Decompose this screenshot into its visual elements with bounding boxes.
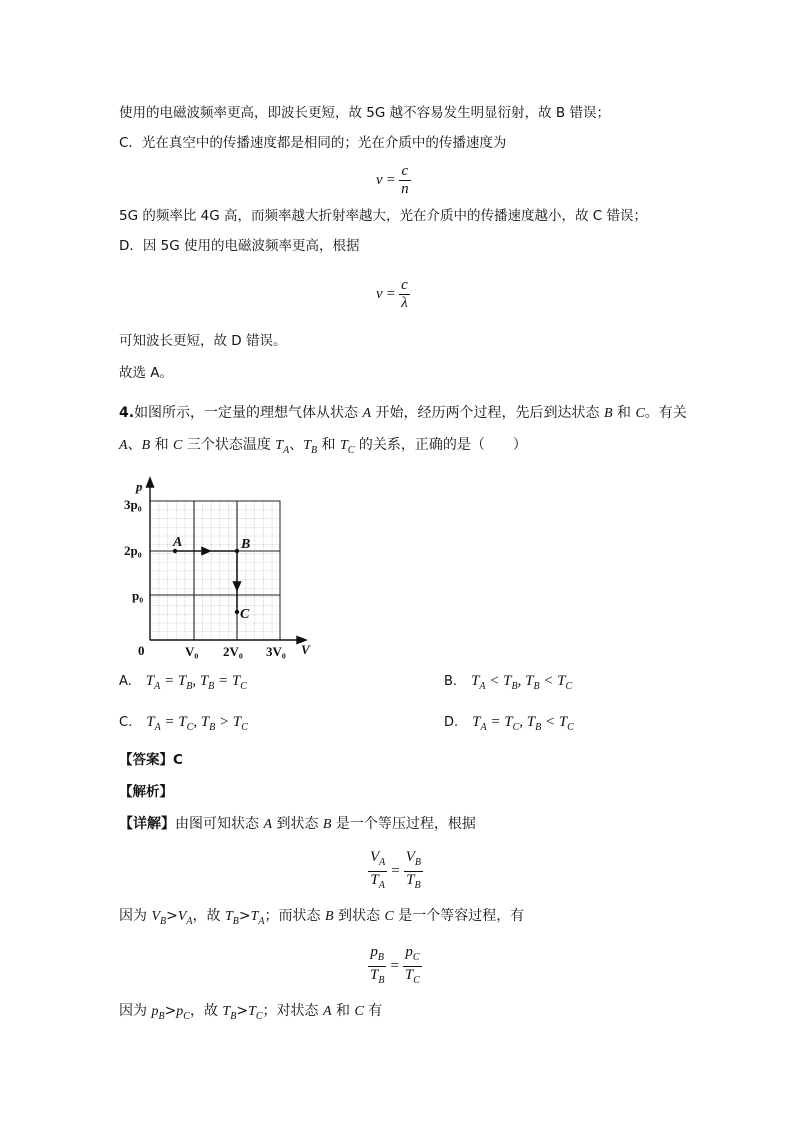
state-b-text: B [241,537,251,552]
option-b[interactable] [444,673,572,692]
analysis-heading [119,782,173,802]
state-a-label: A [263,817,273,832]
x-tick-v0: V₀ [185,644,199,659]
formula-nu-c-over-lambda [376,277,410,312]
formula-fraction-left: $\frac{p_B}{T_B}$ [368,944,386,989]
question-text: 和 [317,437,340,453]
y-tick-3p0: 3p₀ [124,497,142,512]
formula-denominator: λ [401,295,408,311]
y-axis-label: p [136,479,143,494]
question-text: 的关系，正确的是（ ） [354,437,527,453]
formula-lhs: ν [376,286,383,302]
option-c[interactable] [119,714,248,733]
state-c-label: C [173,438,183,453]
detail-text: 是一个等压过程，根据 [331,816,476,832]
y-tick-p0: p₀ [132,588,144,603]
state-a-label: A [362,406,372,421]
formula-v-c-over-n [376,163,411,198]
formula-fraction-right: $\frac{V_B}{T_B}$ [404,849,423,894]
option-a-expression: $T_A = T_B$, $T_B = T_C$ [145,673,247,692]
state-b-label: B [141,438,151,453]
x-axis-label: V [301,642,310,657]
text-line-2: C．光在真空中的传播速度都是相同的；光在介质中的传播速度为 [119,135,507,151]
option-a[interactable] [119,673,247,692]
answer-line [119,750,183,770]
detail-line [119,814,476,835]
detail-text: 由图可知状态 [175,816,264,832]
graph-minor-grid [150,501,280,640]
question-text: 。有关 [644,405,687,421]
formula-eq: = [390,958,399,974]
x-tick-2v0: 2V₀ [223,644,243,659]
detail-label: 【详解】 [119,816,175,832]
text-line-1: 使用的电磁波频率更高，即波长更短，故 5G 越不容易发生明显衍射，故 B 错误； [119,105,610,121]
state-c-label: C [635,406,645,421]
text-line-3: 5G 的频率比 4G 高，而频率越大折射率越大，光在介质中的传播速度越小，故 C 错误； [119,208,647,224]
formula-fraction-left: $\frac{V_A}{T_A}$ [368,849,387,894]
question-4-line-2 [119,435,527,461]
question-text: 和 [612,405,636,421]
question-number: 4. [119,405,135,421]
answer-label: 【答案】 [119,752,173,768]
option-b-label: B. [444,674,458,689]
state-a-text: A [173,535,183,550]
origin-label: 0 [138,643,145,658]
formula-fraction-right: $\frac{p_C}{T_C}$ [403,944,422,989]
question-text: 、 [289,437,304,453]
question-text: 三个状态温度 [182,437,276,453]
formula-numerator: c [401,277,408,293]
formula-eq: = [391,863,400,879]
pv-graph [120,478,320,658]
question-text: 和 [150,437,174,453]
question-text: 、 [127,437,142,453]
y-tick-2p0: 2p₀ [124,543,142,558]
answer-value: C [173,752,183,768]
question-text: 开始，经历两个过程，先后到达状态 [371,405,604,421]
question-4-line-1 [119,403,687,424]
formula-denominator: n [401,181,409,197]
state-b-label: B [603,406,613,421]
formula-fraction [399,163,411,198]
option-c-label: C. [119,715,133,730]
option-d-expression: $T_A = T_C$, $T_B < T_C$ [472,714,574,733]
detail-text: 到状态 [272,816,323,832]
option-c-expression: $T_A = T_C$, $T_B > T_C$ [146,714,248,733]
formula-eq: = [386,172,396,188]
tail-line-1: 因为 $V_B>V_A$，故 $T_B>T_A$；而状态 B 到状态 C 是一个等容过程，有 [119,908,525,927]
option-b-expression: $T_A < T_B$, $T_B < T_C$ [471,673,573,692]
temp-tc: $T_C$ [340,438,355,456]
formula-fraction [399,277,410,312]
tail-line-2: 因为 $p_B>p_C$，故 $T_B>T_C$；对状态 A 和 C 有 [119,1003,383,1022]
text-line-5: 可知波长更短，故 D 错误。 [119,333,287,349]
text-line-4: D．因 5G 使用的电磁波频率更高，根据 [119,238,360,254]
temp-tb: $T_B$ [303,438,318,456]
formula-lhs: v [376,172,383,188]
state-c-point [235,610,239,614]
formula-eq: = [386,286,396,302]
question-text: 如图所示，一定量的理想气体从状态 [134,405,363,421]
formula-va-ta-vb-tb [368,849,423,894]
analysis-label: 【解析】 [119,784,173,800]
option-a-label: A. [119,674,132,689]
x-tick-3v0: 3V₀ [266,644,286,659]
formula-pb-tb-pc-tc [368,944,422,989]
temp-ta: $T_A$ [275,438,290,456]
formula-numerator: c [401,163,409,179]
option-d-label: D. [444,715,459,730]
option-d[interactable] [444,714,574,733]
state-b-label: B [322,817,332,832]
state-c-text: C [240,607,250,622]
text-line-6: 故选 A。 [119,365,174,381]
state-a-label: A [119,438,128,453]
state-b-point [235,549,239,553]
